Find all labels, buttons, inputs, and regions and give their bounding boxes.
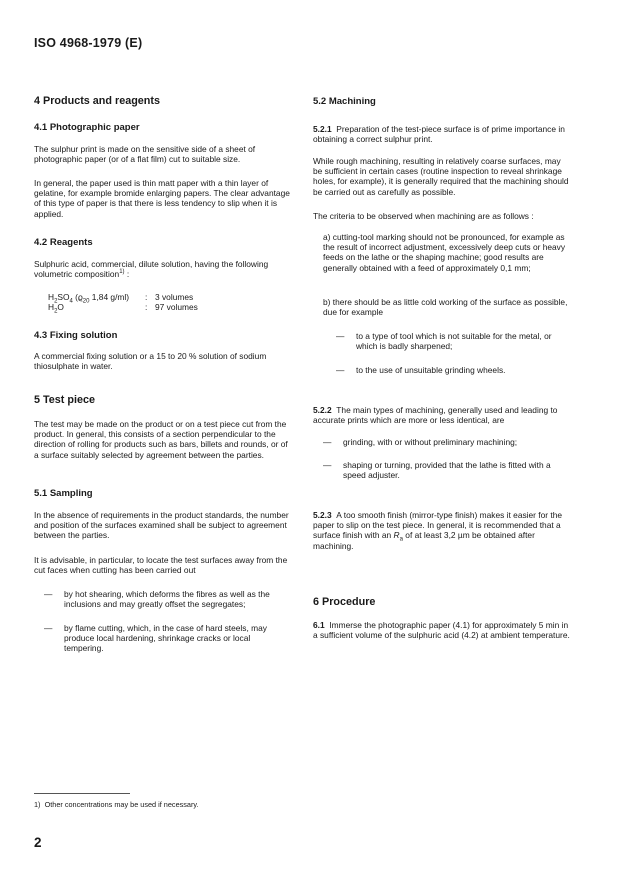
page-number: 2 <box>34 835 42 850</box>
section-4-3-paragraph: A commercial fixing solution or a 15 to 20 % solution of sodium thiosulphate in water. <box>34 351 267 372</box>
section-5-1-title: 5.1 Sampling <box>34 488 93 499</box>
list-item-a: a) cutting-tool marking should not be pronounced, for example as the result of incorrect adjustment, excessively deep cuts or heavy feeds on the lathe or the shaping machine; good results are generally obtained with a feed of approximately 0,1 mm; <box>323 232 566 273</box>
section-4-3-title: 4.3 Fixing solution <box>34 330 118 341</box>
section-5-title: 5 Test piece <box>34 394 96 406</box>
section-4-1-paragraph-1: The sulphur print is made on the sensitive side of a sheet of photographic paper (or of a flat film) cut to suitable size. <box>34 144 256 165</box>
section-5-2-2-paragraph: 5.2.2 The main types of machining, generally used and leading to accurate prints which are more or less identical, are <box>313 405 558 426</box>
section-5-1-paragraph-2: It is advisable, in particular, to locate the test surfaces away from the cut faces when cutting has been carried out <box>34 555 288 576</box>
list-item: — by flame cutting, which, in the case of hard steels, may produce local hardening, shrinkage cracks or local tempering. <box>44 623 267 654</box>
section-5-1-paragraph-1: In the absence of requirements in the product standards, the number and position of the surfaces examined shall be subject to agreement between the parties. <box>34 510 289 541</box>
section-5-2-3-paragraph: 5.2.3 A too smooth finish (mirror-type finish) makes it easier for the paper to slip on the test piece. In general, it is recommended that a surface finish with an $R_a$ of at least 3,2 µm be obtained after machining. <box>313 510 563 551</box>
section-5-2-title: 5.2 Machining <box>313 96 376 107</box>
reagent-composition <box>48 292 248 315</box>
section-4-1-paragraph-2: In general, the paper used is thin matt paper with a thin layer of gelatine, for example bromide enlarging papers. The clear advantage of this type of paper is that there is less tendency to slip when it is applied. <box>34 178 290 219</box>
list-item: — to the use of unsuitable grinding wheels. <box>336 365 506 375</box>
list-item: — grinding, with or without preliminary machining; <box>323 437 518 447</box>
footnote-reference[interactable]: 1) <box>119 269 125 276</box>
section-6-title: 6 Procedure <box>313 596 376 608</box>
list-item-b: b) there should be as little cold working of the surface as possible, due for example <box>323 297 568 318</box>
list-item: — shaping or turning, provided that the lathe is fitted with a speed adjuster. <box>323 460 551 481</box>
list-item: — to a type of tool which is not suitable for the metal, or which is badly sharpened; <box>336 331 552 352</box>
composition-row-water: $H_2O$ : 97 volumes <box>48 302 198 315</box>
footnote-divider <box>34 793 130 794</box>
section-4-2-paragraph: Sulphuric acid, commercial, dilute solution, having the following volumetric composition$^{1)}$ : <box>34 259 269 280</box>
footnote: 1) Other concentrations may be used if necessary. <box>34 800 199 809</box>
section-5-paragraph: The test may be made on the product or on a test piece cut from the product. In general, this consists of a section perpendicular to the direction of rolling for products such as bars, billets and rounds, or of a surface suitably selected by agreement between the parties. <box>34 419 288 460</box>
composition-row-sulphuric-acid: $H_2SO_4$ ($ϱ_{20}$ 1,84 g/ml) : 3 volumes <box>48 292 194 305</box>
section-5-2-1-paragraph-3: The criteria to be observed when machining are as follows : <box>313 211 534 221</box>
section-4-2-title: 4.2 Reagents <box>34 237 93 248</box>
section-5-2-1-paragraph-2: While rough machining, resulting in relatively coarse surfaces, may be sufficient in certain cases (routine inspection to reveal shrinkage holes, for example), it is generally required that the machining should be carried out as carefully as possible. <box>313 156 569 197</box>
section-6-1-paragraph: 6.1 Immerse the photographic paper (4.1) for approximately 5 min in a sufficient volume of the sulphuric acid (4.2) at ambient temperature. <box>313 620 570 641</box>
document-header: ISO 4968-1979 (E) <box>34 36 143 50</box>
section-5-2-1-paragraph: 5.2.1 Preparation of the test-piece surface is of prime importance in obtaining a correct sulphur print. <box>313 124 565 145</box>
list-item: — by hot shearing, which deforms the fibres as well as the inclusions and may greatly offset the segregates; <box>44 589 270 610</box>
section-4-1-title: 4.1 Photographic paper <box>34 122 140 133</box>
section-4-title: 4 Products and reagents <box>34 95 160 107</box>
